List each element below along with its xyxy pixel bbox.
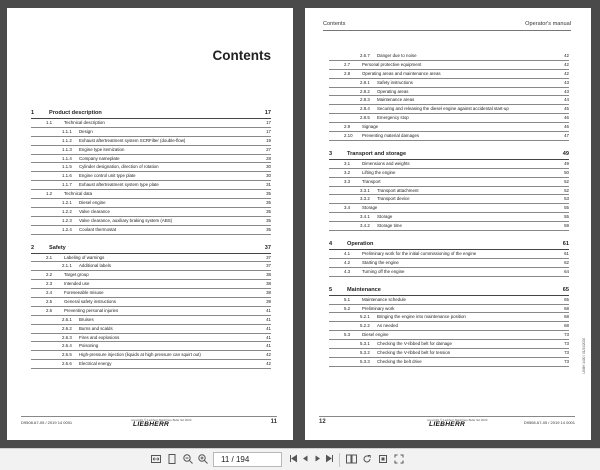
toc-section-number: 1.1 <box>46 120 53 125</box>
toc-section-number: 2.8 <box>344 70 351 76</box>
toc-page-number: 55 <box>564 205 569 211</box>
toc-entry[interactable] <box>31 262 271 271</box>
toc-title: Valve clearance, auxiliary braking system (ABS) <box>79 217 173 223</box>
toc-page-number: 68 <box>564 323 569 329</box>
toc-entry[interactable] <box>31 217 271 226</box>
toc-title: Design <box>79 128 93 134</box>
toc-section-number: 2.8.4 <box>360 106 370 112</box>
viewer-toolbar <box>0 448 600 470</box>
toc-section-number: 2.6.5 <box>62 352 72 358</box>
toc-section-number: 2.6 <box>46 307 53 313</box>
toc-entry[interactable] <box>329 178 569 187</box>
page-header <box>323 21 571 31</box>
toc-entry[interactable] <box>31 119 271 128</box>
toc-title: Valve clearance <box>79 208 110 214</box>
toc-entry[interactable] <box>31 163 271 172</box>
toc-page-number: 17 <box>266 128 271 134</box>
toc-entry[interactable] <box>329 222 569 231</box>
toc-page-number: 62 <box>564 259 569 265</box>
toc-title: Checking the V-ribbed belt for damage <box>377 341 452 347</box>
footer-copyright: copyright © Liebherr Machines Bulle SA 2020 <box>427 418 488 422</box>
toc-page-number: 49 <box>564 160 569 166</box>
toc-entry[interactable] <box>329 132 569 141</box>
toc-title: Intended use <box>64 281 90 287</box>
toc-section-number: 1.1.1 <box>62 128 72 134</box>
toc-entry[interactable] <box>329 169 569 178</box>
toc-page-number: 61 <box>562 241 569 248</box>
toc-page-number: 42 <box>564 61 569 67</box>
toc-page-number: 35 <box>266 191 271 197</box>
toc-page-number: 39 <box>266 299 271 305</box>
two-page-icon[interactable] <box>345 454 357 466</box>
toc-page-number: 45 <box>564 106 569 112</box>
toc-page-number: 64 <box>564 268 569 274</box>
toc-page-number: 50 <box>564 169 569 175</box>
page-footer-right <box>319 416 575 430</box>
toc-title: Preliminary work for the initial commissioning of the engine <box>362 251 477 257</box>
toc-entry[interactable] <box>31 360 271 369</box>
page-title: Contents <box>212 48 271 63</box>
toc-title: Preliminary work <box>362 305 395 311</box>
toc-entry[interactable] <box>329 259 569 268</box>
toc-title: Preventing personal injuries <box>64 307 119 313</box>
toc-entry[interactable] <box>329 96 569 105</box>
zoom-in-icon[interactable] <box>197 454 209 466</box>
header-manual-title: Operator's manual <box>525 21 571 27</box>
toc-section-number: 2.6.1 <box>62 316 72 322</box>
rotate-icon[interactable] <box>361 454 373 466</box>
toc-entry[interactable] <box>329 187 569 196</box>
fit-page-icon[interactable] <box>166 454 178 466</box>
toc-section-number: 5.1 <box>344 296 351 302</box>
toc-section-number: 1.2.3 <box>62 217 72 223</box>
toc-title: Poisoning <box>79 343 99 349</box>
toc-section-number: 3.3.1 <box>360 187 370 193</box>
toc-page-number: 30 <box>266 164 271 170</box>
toc-title: Engine control unit type plate <box>79 173 136 179</box>
toc-entry[interactable] <box>31 307 271 316</box>
toc-page-number: 73 <box>564 350 569 356</box>
toc-section-number: 4.1 <box>344 251 351 257</box>
toc-section-number: 2.1 <box>46 254 53 260</box>
toc-entry[interactable] <box>31 146 271 155</box>
toc-page-number: 41 <box>266 325 271 331</box>
toc-title: Danger due to noise <box>377 53 417 58</box>
toc-entry[interactable] <box>31 298 271 307</box>
toc-entry[interactable] <box>329 358 569 367</box>
toc-section-number: 2 <box>31 244 35 251</box>
toc-entry[interactable] <box>31 289 271 298</box>
toc-entry[interactable] <box>31 271 271 280</box>
toc-page-number: 42 <box>266 361 271 367</box>
toc-entry[interactable] <box>31 172 271 181</box>
toc-title: Checking the belt drive <box>377 358 422 364</box>
toc-page-number: 37 <box>264 244 271 251</box>
toc-section-number: 2.8.2 <box>360 88 370 94</box>
toc-page-number: 42 <box>564 53 569 58</box>
toc-section-number: 4.3 <box>344 268 351 274</box>
toc-entry[interactable] <box>329 52 569 61</box>
toc-title: Securing and releasing the diesel engine against accidental start-up <box>377 106 509 112</box>
footer-page-number: 12 <box>319 419 326 425</box>
toc-title: Burns and scalds <box>79 325 113 331</box>
toc-entry[interactable] <box>329 70 569 79</box>
toc-page-number: 44 <box>564 97 569 103</box>
page-number-input[interactable]: 11 / 194 <box>213 452 282 467</box>
toc-page-number: 52 <box>564 178 569 184</box>
toc-chapter[interactable] <box>31 108 271 119</box>
toc-page-number: 19 <box>266 137 271 143</box>
toc-title: Additional labels <box>79 263 111 269</box>
toc-title: Operating areas <box>377 88 409 94</box>
toc-page-number: 53 <box>564 196 569 202</box>
toc-chapter[interactable] <box>31 243 271 254</box>
liebherr-logo: LIEBHERR <box>429 421 466 428</box>
toc-section-number: 2.8.3 <box>360 97 370 103</box>
fit-width-icon[interactable] <box>150 454 162 466</box>
side-document-code: LWBH 1400 / 01/24/2020 <box>582 338 586 374</box>
toc-title: Maintenance areas <box>377 97 415 103</box>
toc-title: Storage <box>362 205 378 211</box>
toc-title: Starting the engine <box>362 259 399 265</box>
toc-entry[interactable] <box>31 190 271 199</box>
toc-section-number: 5.3.3 <box>360 358 370 364</box>
toc-entry[interactable] <box>31 316 271 325</box>
toc-page-number: 17 <box>264 110 271 116</box>
toc-page-number: 59 <box>564 223 569 229</box>
toc-page-number: 41 <box>266 334 271 340</box>
toc-section-number: 1 <box>31 110 35 116</box>
toc-page-number: 47 <box>564 133 569 139</box>
zoom-out-icon[interactable] <box>182 454 194 466</box>
toc-title: Cylinder designation, direction of rotation <box>79 164 159 170</box>
toc-title: Fires and explosions <box>79 334 120 340</box>
toc-entry[interactable] <box>329 88 569 97</box>
toc-page-number: 43 <box>564 79 569 85</box>
footer-doc-number: D9508 A7-05 / 2019 14 0001 <box>523 420 575 425</box>
header-section: Contents <box>323 21 346 27</box>
toc-section-number: 2.5 <box>46 299 53 305</box>
toc-page-number: 61 <box>564 251 569 257</box>
toc-entry[interactable] <box>31 325 271 334</box>
toc-section-number: 2.1.1 <box>62 263 72 269</box>
toc-title: Technical description <box>64 120 105 125</box>
toc-page-number: 35 <box>266 208 271 214</box>
toc-section-number: 2.4 <box>46 290 53 296</box>
toc-section-number: 3.4.2 <box>360 223 370 229</box>
toc-title: Personal protective equipment <box>362 61 422 67</box>
toc-entry[interactable] <box>329 340 569 349</box>
toc-entry[interactable] <box>329 322 569 331</box>
toc-list-left <box>31 108 271 369</box>
toc-page-number: 46 <box>564 115 569 121</box>
toc-section-number: 2.6.2 <box>62 325 72 331</box>
toc-section-number: 5 <box>329 286 333 293</box>
toc-section-number: 5.2.2 <box>360 323 370 329</box>
toc-entry[interactable] <box>329 204 569 213</box>
toc-title: Transport <box>362 178 381 184</box>
toc-entry[interactable] <box>329 331 569 340</box>
first-page-icon[interactable] <box>288 454 298 466</box>
toc-title: Checking the V-ribbed belt for tension <box>377 350 451 356</box>
toc-page-number: 52 <box>564 187 569 193</box>
toc-page-number: 35 <box>266 226 271 232</box>
toc-entry[interactable] <box>329 349 569 358</box>
toc-page-number: 46 <box>564 124 569 130</box>
toc-section-number: 2.2 <box>46 272 53 278</box>
toc-title: High-pressure injection (liquids at high pressure can squirt out) <box>79 352 201 358</box>
toc-page-number: 65 <box>562 286 569 293</box>
toc-entry[interactable] <box>31 254 271 263</box>
toc-entry[interactable] <box>31 342 271 351</box>
toc-section-number: 2.3 <box>46 281 53 287</box>
toc-title: Company nameplate <box>79 155 120 161</box>
toc-section-number: 1.1.7 <box>62 182 72 188</box>
toc-section-number: 4 <box>329 241 333 248</box>
page-footer-left <box>21 416 277 430</box>
toc-page-number: 37 <box>266 263 271 269</box>
footer-doc-number: D9508 A7-05 / 2019 14 0001 <box>21 420 73 425</box>
toc-section-number: 3.3.2 <box>360 196 370 202</box>
actual-size-icon[interactable] <box>377 454 389 466</box>
toc-section-number: 1.2.2 <box>62 208 72 214</box>
toc-section-number: 3.3 <box>344 178 351 184</box>
toc-page-number: 31 <box>266 182 271 188</box>
toc-section-number: 2.6.4 <box>62 343 72 349</box>
footer-page-number: 11 <box>270 419 277 425</box>
toc-section-number: 1.1.4 <box>62 155 72 161</box>
toc-title: Storage <box>377 214 393 220</box>
prev-page-icon[interactable] <box>300 454 310 466</box>
toc-section-number: 2.10 <box>344 133 353 139</box>
toc-title: As needed <box>377 323 398 329</box>
toc-page-number: 38 <box>266 272 271 278</box>
toc-section-number: 3 <box>329 150 333 157</box>
last-page-icon[interactable] <box>324 454 334 466</box>
toc-entry[interactable] <box>329 305 569 314</box>
toc-page-number: 68 <box>564 314 569 320</box>
toc-chapter[interactable] <box>329 239 569 250</box>
toc-page-number: 43 <box>564 88 569 94</box>
toc-section-number: 2.6.7 <box>360 53 370 58</box>
toc-entry[interactable] <box>31 226 271 235</box>
toc-entry[interactable] <box>31 181 271 190</box>
toc-section-number: 3.4 <box>344 205 351 211</box>
toc-section-number: 5.2.1 <box>360 314 370 320</box>
toc-entry[interactable] <box>329 105 569 114</box>
toc-title: Storage time <box>377 223 402 229</box>
toc-list-right <box>329 52 569 367</box>
toc-title: Labeling of warnings <box>64 254 105 260</box>
toc-page-number: 65 <box>564 296 569 302</box>
fullscreen-icon[interactable] <box>393 454 405 466</box>
toc-page-number: 73 <box>564 358 569 364</box>
document-page-right <box>305 8 591 440</box>
toc-entry[interactable] <box>329 250 569 259</box>
toc-section-number: 1.1.3 <box>62 146 72 152</box>
toc-page-number: 35 <box>266 200 271 206</box>
toc-page-number: 41 <box>266 343 271 349</box>
toc-entry[interactable] <box>329 213 569 222</box>
toc-title: Bringing the engine into maintenance position <box>377 314 466 320</box>
toc-title: Signage <box>362 124 379 130</box>
toc-page-number: 49 <box>562 150 569 157</box>
toc-page-number: 42 <box>266 352 271 358</box>
document-page-left <box>7 8 293 440</box>
toc-title: Maintenance <box>347 286 381 293</box>
toc-entry[interactable] <box>31 199 271 208</box>
toc-section-number: 2.9 <box>344 124 351 130</box>
toc-section-number: 4.2 <box>344 259 351 265</box>
toc-entry[interactable] <box>329 313 569 322</box>
toc-section-number: 3.2 <box>344 169 351 175</box>
toc-title: Bruises <box>79 316 94 322</box>
toc-section-number: 1.2.4 <box>62 226 72 232</box>
toc-chapter[interactable] <box>329 285 569 296</box>
toc-page-number: 68 <box>564 305 569 311</box>
toc-title: Technical data <box>64 191 93 197</box>
toc-title: Target group <box>64 272 89 278</box>
toc-section-number: 5.3.1 <box>360 341 370 347</box>
toc-section-number: 5.3 <box>344 332 351 338</box>
toc-section-number: 2.8.1 <box>360 79 370 85</box>
liebherr-logo: LIEBHERR <box>133 421 170 428</box>
toc-title: Maintenance schedule <box>362 296 406 302</box>
toc-title: Foreseeable misuse <box>64 290 104 296</box>
toc-page-number: 35 <box>266 217 271 223</box>
toc-section-number: 5.2 <box>344 305 351 311</box>
toc-title: Operating areas and maintenance areas <box>362 70 441 76</box>
toc-title: Diesel engine <box>362 332 389 338</box>
toc-title: Product description <box>49 110 102 116</box>
toc-section-number: 2.7 <box>344 61 351 67</box>
toc-page-number: 73 <box>564 341 569 347</box>
toc-section-number: 2.6.3 <box>62 334 72 340</box>
toolbar-divider <box>339 453 340 467</box>
toc-section-number: 2.8.5 <box>360 115 370 121</box>
toc-entry[interactable] <box>31 334 271 343</box>
toc-title: Preventing material damages <box>362 133 420 139</box>
toc-chapter[interactable] <box>329 149 569 160</box>
toc-title: Safety <box>49 244 66 251</box>
toc-entry[interactable] <box>329 114 569 123</box>
toc-section-number: 1.2.1 <box>62 200 72 206</box>
toc-title: Diesel engine <box>79 200 106 206</box>
toc-page-number: 55 <box>564 214 569 220</box>
toc-page-number: 27 <box>266 146 271 152</box>
toc-title: Transport device <box>377 196 410 202</box>
toc-entry[interactable] <box>329 195 569 204</box>
toc-section-number: 3.4.1 <box>360 214 370 220</box>
toc-page-number: 41 <box>266 307 271 313</box>
toc-section-number: 1.1.6 <box>62 173 72 179</box>
toc-title: Dimensions and weights <box>362 160 410 166</box>
toc-entry[interactable] <box>329 61 569 70</box>
toc-entry[interactable] <box>329 123 569 132</box>
next-page-icon[interactable] <box>312 454 322 466</box>
toc-entry[interactable] <box>31 351 271 360</box>
toc-entry[interactable] <box>31 208 271 217</box>
toc-title: Transport and storage <box>347 150 407 157</box>
toc-page-number: 38 <box>266 290 271 296</box>
toc-title: Exhaust aftertreatment system SCRFilter (double-flow) <box>79 137 186 143</box>
toc-section-number: 2.6.6 <box>62 361 72 367</box>
toc-entry[interactable] <box>31 128 271 137</box>
toc-title: Turning off the engine <box>362 268 405 274</box>
toc-page-number: 30 <box>266 173 271 179</box>
toc-entry[interactable] <box>329 79 569 88</box>
toc-title: Engine type itemization <box>79 146 125 152</box>
toc-entry[interactable] <box>329 268 569 277</box>
toc-title: Safety instructions <box>377 79 413 85</box>
toc-title: Operation <box>347 241 374 248</box>
toc-entry[interactable] <box>329 160 569 169</box>
toc-page-number: 37 <box>266 254 271 260</box>
toc-entry[interactable] <box>31 137 271 146</box>
toc-section-number: 1.1.2 <box>62 137 72 143</box>
toc-section-number: 1.2 <box>46 191 53 197</box>
toc-section-number: 5.3.2 <box>360 350 370 356</box>
toc-section-number: 3.1 <box>344 160 351 166</box>
toc-page-number: 28 <box>266 155 271 161</box>
toc-entry[interactable] <box>31 280 271 289</box>
toc-title: Coolant thermostat <box>79 226 117 232</box>
footer-copyright: copyright © Liebherr Machines Bulle SA 2020 <box>131 418 192 422</box>
toc-entry[interactable] <box>31 155 271 164</box>
toc-title: Electrical energy <box>79 361 112 367</box>
toc-page-number: 42 <box>564 70 569 76</box>
toc-title: General safety instructions <box>64 299 116 305</box>
toc-title: Transport attachment <box>377 187 419 193</box>
toc-section-number: 1.1.5 <box>62 164 72 170</box>
toc-page-number: 38 <box>266 281 271 287</box>
toc-title: Exhaust aftertreatment system type plate <box>79 182 159 188</box>
toc-page-number: 17 <box>266 120 271 125</box>
toc-title: Lifting the engine <box>362 169 396 175</box>
toc-entry[interactable] <box>329 296 569 305</box>
toc-page-number: 73 <box>564 332 569 338</box>
toc-page-number: 41 <box>266 316 271 322</box>
toc-title: Emergency stop <box>377 115 409 121</box>
